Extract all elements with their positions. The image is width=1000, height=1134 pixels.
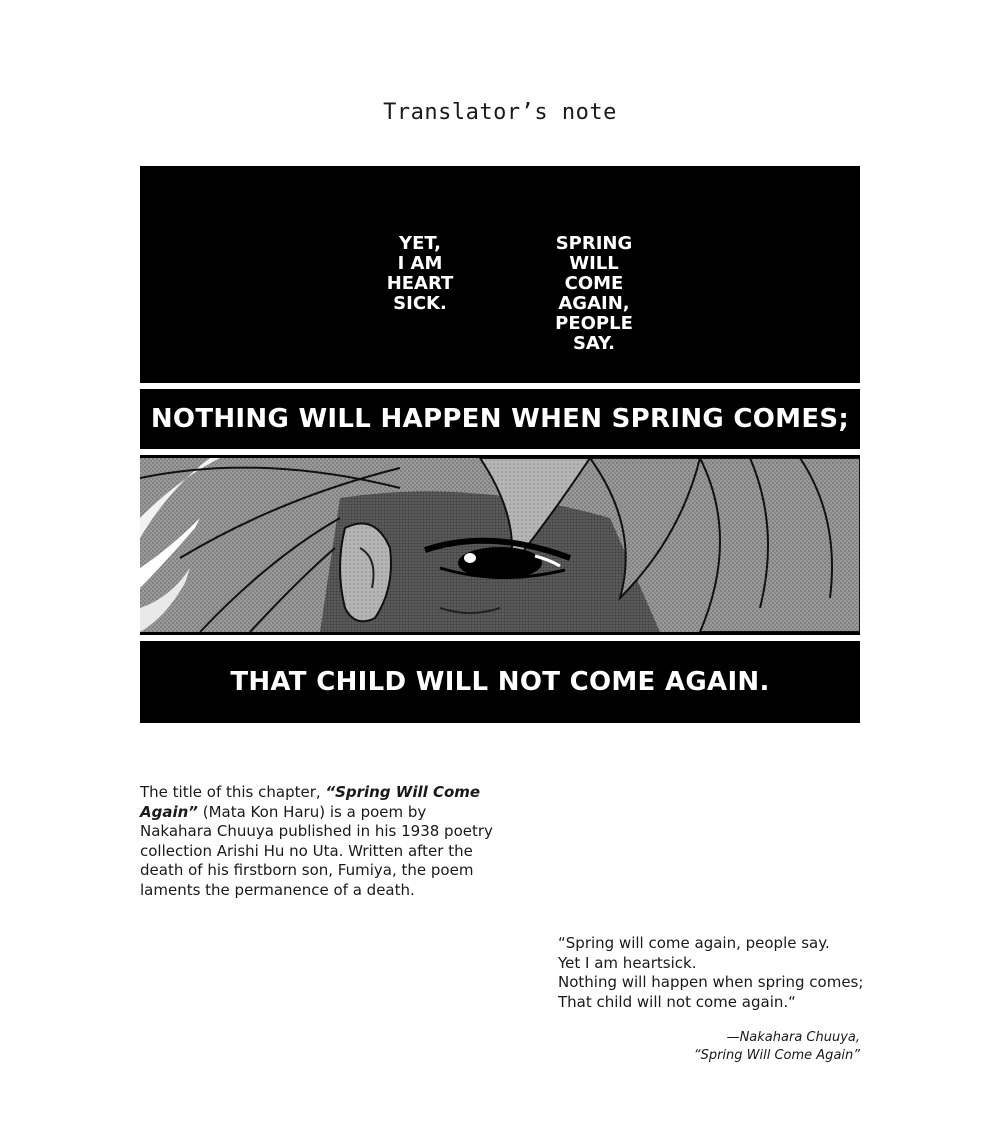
poem-line: “Spring will come again, people say.	[558, 934, 830, 952]
manga-panel-text	[140, 166, 860, 383]
poem-line: That child will not come again.“	[558, 992, 796, 1011]
caption-banner-spring: NOTHING WILL HAPPEN WHEN SPRING COMES;	[140, 389, 860, 449]
translator-note-paragraph	[140, 783, 500, 900]
poem-line: Yet I am heartsick.	[558, 953, 697, 972]
poem-attribution	[694, 1029, 860, 1065]
note-body: (Mata Kon Haru) is a poem by Nakahara Chuuya published in his 1938 poetry collection Arishi Hu no Uta. Written after the death of his firstborn son, Fumiya, the poem laments the permanence of a death.	[140, 802, 493, 899]
panel-divider	[140, 383, 860, 386]
poem-line: Nothing will happen when spring comes;	[558, 973, 864, 991]
manga-panel-eye	[140, 455, 860, 635]
caption-banner-child: THAT CHILD WILL NOT COME AGAIN.	[140, 641, 860, 723]
speech-bubble-spring: SPRING WILL COME AGAIN, PEOPLE SAY.	[555, 233, 633, 354]
attribution-work: “Spring Will Come Again”	[693, 1048, 860, 1063]
eye-closeup-illustration	[140, 458, 860, 632]
speech-bubble-heartsick: YET, I AM HEART SICK.	[386, 233, 454, 314]
page-title: Translator’s note	[383, 100, 617, 125]
poem-quote	[558, 934, 878, 1012]
attribution-author: —Nakahara Chuuya,	[726, 1030, 860, 1045]
note-intro: The title of this chapter,	[140, 783, 326, 801]
panel-divider	[140, 635, 860, 638]
note-chapter-title: “Spring Will Come Again”	[140, 783, 481, 821]
